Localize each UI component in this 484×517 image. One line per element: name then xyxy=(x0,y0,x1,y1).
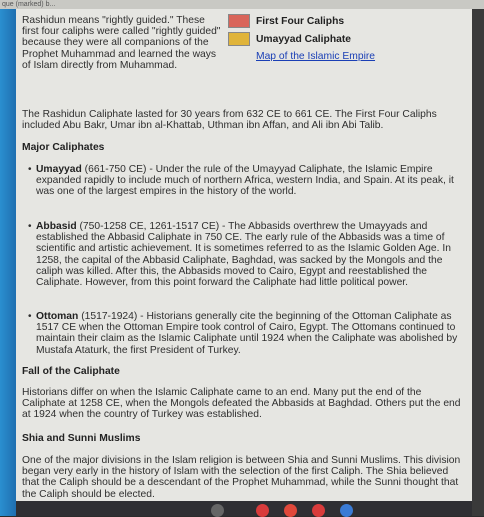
shia-sunni-paragraph: One of the major divisions in the Islam religion is between Shia and Sunni Muslims. This division began very early in the history of Islam with the selection of the first Caliph. The Shia believed that the Caliph should be a descendant of the Prophet Muhammad, while the Sunni thought that the Caliph should be elected. xyxy=(22,455,461,500)
app-icon[interactable] xyxy=(284,504,297,517)
legend-swatch-red xyxy=(228,14,250,28)
taskbar-app-icon[interactable] xyxy=(211,504,224,517)
bullet-dot: • xyxy=(28,221,32,232)
fall-of-caliphate-heading: Fall of the Caliphate xyxy=(22,366,120,377)
legend-item-first-four xyxy=(228,14,468,32)
list-item-umayyad xyxy=(28,164,468,198)
bullet-dot: • xyxy=(28,311,32,322)
rashidun-summary-paragraph: The Rashidun Caliphate lasted for 30 years from 632 CE to 661 CE. The First Four Caliphs included Abu Bakr, Umar ibn al-Khattab, Uthman ibn Affan, and Ali ibn Abi Talib. xyxy=(22,109,437,132)
chrome-icon[interactable] xyxy=(256,504,269,517)
legend-map-link-row xyxy=(228,50,468,68)
app-icon[interactable] xyxy=(340,504,353,517)
legend-swatch-yellow xyxy=(228,32,250,46)
shia-sunni-heading: Shia and Sunni Muslims xyxy=(22,433,141,444)
major-caliphates-heading: Major Caliphates xyxy=(22,142,105,153)
right-edge xyxy=(472,9,484,516)
caliphate-name-umayyad: Umayyad xyxy=(36,164,82,175)
legend-label-umayyad: Umayyad Caliphate xyxy=(256,34,351,45)
legend-label-first-four: First Four Caliphs xyxy=(256,16,345,27)
caliphate-name-ottoman: Ottoman xyxy=(36,311,79,322)
caliphate-name-abbasid: Abbasid xyxy=(36,221,77,232)
list-item-ottoman xyxy=(28,311,468,356)
legend-item-umayyad xyxy=(228,32,468,50)
rashidun-intro-text: Rashidun means "rightly guided." These first four caliphs were called "rightly guided" because they were all companions of the Prophet Muhammad and learned the ways of Islam directly from Muhammad. xyxy=(22,15,221,71)
fall-of-caliphate-paragraph: Historians differ on when the Islamic Caliphate came to an end. Many put the end of the Caliphate at 1258 CE, when the Mongols defeated the Abbasids at Baghdad. Others put the end at 1924 when the country of Turkey was established. xyxy=(22,387,461,421)
bullet-dot: • xyxy=(28,164,32,175)
list-item-abbasid xyxy=(28,221,468,289)
caliphate-desc-abbasid: (750-1258 CE, 1261-1517 CE) - The Abbasids overthrew the Umayyads and established the Abbasid Caliphate in 750 CE. The early rule of the Abbasids was a time of scientific and artistic achievement. It is sometimes referred to as the Islamic Golden Age. In 1258, the capital of the Abbasid Caliphate, Baghdad, was sacked by the Mongols and the caliph was killed. After this, the Abbasids moved to Cairo, Egypt and reestablished the Caliphate. However, from this point forward the Caliphate had little political power. xyxy=(36,221,451,289)
caliphate-desc-umayyad: (661-750 CE) - Under the rule of the Umayyad Caliphate, the Islamic Empire expanded rapidly to include much of northern Africa, western India, and Spain. At its peak, it was one of the largest empires in the history of the world. xyxy=(36,164,454,198)
map-of-islamic-empire-link[interactable]: Map of the Islamic Empire xyxy=(256,51,376,62)
left-sidebar-bar xyxy=(0,9,16,516)
article-page xyxy=(16,9,472,501)
browser-top-strip: que (marked) b... xyxy=(0,0,484,9)
map-legend xyxy=(228,14,468,68)
caliphate-desc-ottoman: (1517-1924) - Historians generally cite the beginning of the Ottoman Caliphate as 1517 CE when the Ottoman Empire took control of Cairo, Egypt. The Ottomans continued to maintain their claim as the Islamic Caliphate until 1924 when the Caliphate was abolished by Mustafa Ataturk, the first President of Turkey. xyxy=(36,311,458,356)
taskbar xyxy=(16,501,472,516)
app-icon[interactable] xyxy=(312,504,325,517)
